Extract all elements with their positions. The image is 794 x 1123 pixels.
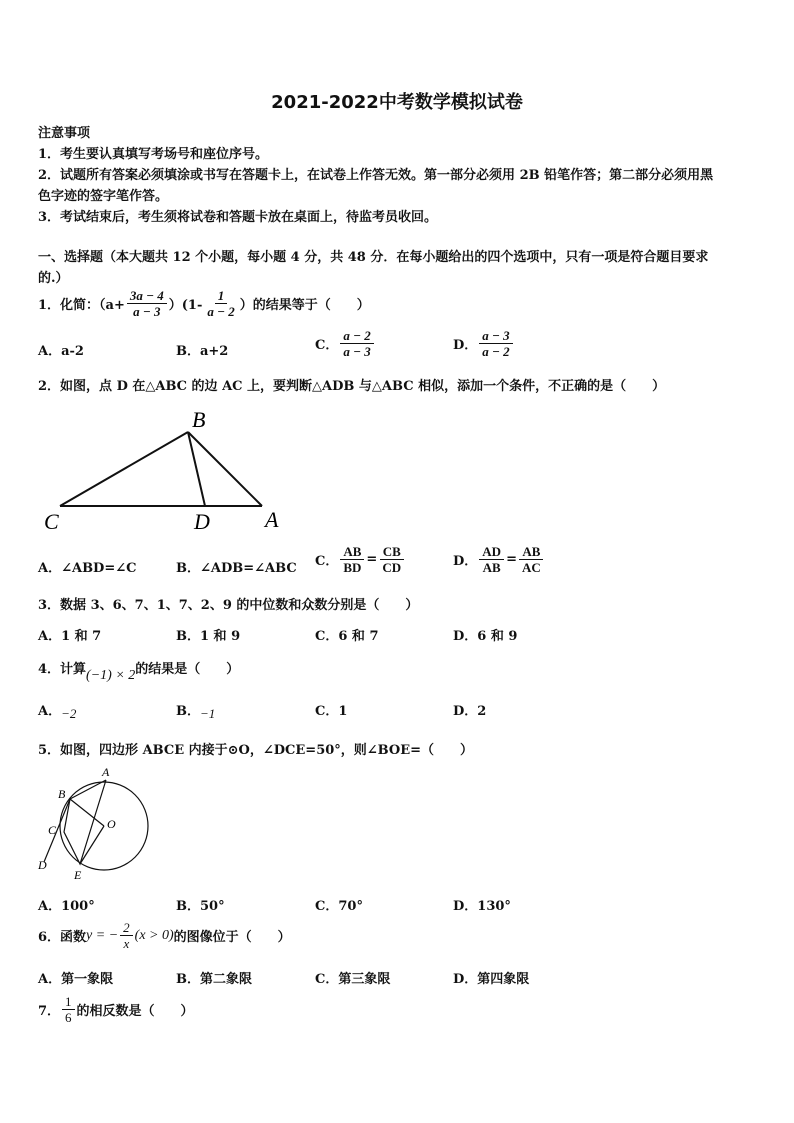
q2-c-right-num: CB <box>380 544 404 560</box>
question-1 <box>38 288 370 319</box>
q7-fraction <box>62 994 75 1025</box>
q1-f1-num: 3a − 4 <box>127 288 167 304</box>
notice-item-2-cont: 色字迹的签字笔作答。 <box>38 189 169 204</box>
q1-option-d-frac <box>479 328 512 359</box>
q4-option-c[interactable]: C．1 <box>315 704 348 719</box>
q5-circle-figure <box>34 762 158 888</box>
notice-item-3: 3．考试结束后，考生须将试卷和答题卡放在桌面上，待监考员收回。 <box>38 210 438 225</box>
q2-option-d[interactable] <box>453 544 546 575</box>
q4-suffix: 的结果是（ ） <box>135 662 240 677</box>
q1-option-a[interactable]: A．a-2 <box>38 344 84 359</box>
q5-option-d[interactable]: D．130° <box>453 899 511 914</box>
q1-option-c[interactable] <box>315 328 376 359</box>
q2-d-right-den: AC <box>521 560 541 575</box>
q2-label-a: A <box>265 507 279 532</box>
q1-option-c-label: C． <box>315 338 339 353</box>
q3-option-a[interactable]: A．1 和 7 <box>38 629 102 644</box>
q2-d-equals: = <box>506 552 517 567</box>
q6-prefix: 6．函数 <box>38 930 87 945</box>
q2-c-equals: = <box>366 552 378 567</box>
q2-option-d-label: D． <box>453 554 478 569</box>
q2-segment-bd <box>188 432 205 506</box>
q3-option-b[interactable]: B．1 和 9 <box>176 629 241 644</box>
q5-label-a: A <box>102 765 110 779</box>
q2-side-cb <box>60 432 188 506</box>
q2-d-left-den: AB <box>482 560 501 575</box>
section-heading: 一、选择题（本大题共 12 个小题，每小题 4 分，共 48 分．在每小题给出的四个选项中，只有一项是符合题目要求 <box>38 250 709 265</box>
q1-d-den: a − 2 <box>482 344 510 359</box>
q4-option-d[interactable]: D．2 <box>453 704 487 719</box>
page-title: 2021-2022中考数学模拟试卷 <box>271 92 523 113</box>
q2-d-right-num: AB <box>519 544 543 560</box>
q7-f-den: 6 <box>65 1010 72 1025</box>
question-7 <box>38 994 194 1025</box>
q2-label-d: D <box>194 509 210 534</box>
q6-f-num: 2 <box>120 920 133 936</box>
question-5: 5．如图，四边形 ABCE 内接于⊙O，∠DCE=50°，则∠BOE=（ ） <box>38 743 474 758</box>
q2-c-left-den: BD <box>343 560 362 575</box>
q5-label-d: D <box>38 858 47 872</box>
q1-f1-den: a − 3 <box>133 304 161 319</box>
q1-option-c-frac <box>340 328 373 359</box>
q5-label-b: B <box>58 787 66 801</box>
q1-option-b[interactable]: B．a+2 <box>176 344 229 359</box>
q6-f-den: x <box>123 936 130 951</box>
q6-function-y: y = − <box>86 927 119 943</box>
q1-f2-num: 1 <box>215 288 228 304</box>
question-4 <box>38 658 240 683</box>
question-2: 2．如图，点 D 在△ABC 的边 AC 上，要判断△ADB 与△ABC 相似，添加一个条件，不正确的是（ ） <box>38 379 666 394</box>
q5-segment-oe <box>80 826 104 864</box>
q4-option-b-value: −1 <box>200 706 216 721</box>
q1-mid: ）(1- <box>168 298 203 313</box>
q5-option-b[interactable]: B．50° <box>176 899 225 914</box>
q4-option-a-value: −2 <box>61 706 77 721</box>
q1-c-den: a − 3 <box>343 344 371 359</box>
notice-item-2: 2．试题所有答案必须填涂或书写在答题卡上，在试卷上作答无效。第一部分必须用 2B 铅笔作答；第二部分必须用黑 <box>38 168 714 183</box>
q1-option-d[interactable] <box>453 328 515 359</box>
q1-prefix: 1．化简：（a+ <box>38 298 125 313</box>
q5-label-o: O <box>107 817 116 831</box>
q1-f2-den: a − 2 <box>207 304 235 319</box>
q2-d-right <box>519 544 544 575</box>
q4-option-b-label: B． <box>176 704 200 719</box>
q5-label-e: E <box>74 868 82 882</box>
q3-option-d[interactable]: D．6 和 9 <box>453 629 518 644</box>
q2-option-a[interactable]: A．∠ABD=∠C <box>38 561 137 576</box>
q2-label-b: B <box>192 407 206 432</box>
notice-heading: 注意事项 <box>38 126 91 141</box>
question-6 <box>38 920 291 951</box>
notice-item-1: 1．考生要认真填写考场号和座位序号。 <box>38 147 269 162</box>
q1-suffix: ）的结果等于（ ） <box>239 298 370 313</box>
q2-triangle-figure <box>38 403 298 535</box>
q2-c-left-num: AB <box>340 544 364 560</box>
q5-option-a[interactable]: A．100° <box>38 899 95 914</box>
q1-d-num: a − 3 <box>479 328 512 344</box>
q2-option-c-label: C． <box>315 554 339 569</box>
q2-c-right <box>379 544 404 575</box>
q4-prefix: 4．计算 <box>38 662 87 677</box>
q6-option-d[interactable]: D．第四象限 <box>453 972 530 987</box>
q6-option-a[interactable]: A．第一象限 <box>38 972 114 987</box>
q6-option-b[interactable]: B．第二象限 <box>176 972 252 987</box>
q6-condition: (x > 0) <box>134 927 174 943</box>
q6-fraction <box>120 920 133 951</box>
q7-f-num: 1 <box>62 994 75 1010</box>
q2-c-right-den: CD <box>382 560 402 575</box>
q6-option-c[interactable]: C．第三象限 <box>315 972 391 987</box>
q1-option-d-label: D． <box>453 338 478 353</box>
q2-d-left <box>479 544 504 575</box>
q5-label-c: C <box>48 823 57 837</box>
q7-suffix: 的相反数是（ ） <box>76 1004 194 1019</box>
q7-prefix: 7． <box>38 1004 61 1019</box>
q2-label-c: C <box>44 509 59 534</box>
q2-option-c[interactable] <box>315 544 406 575</box>
q6-suffix: 的图像位于（ ） <box>173 930 291 945</box>
q4-option-a-label: A． <box>38 704 62 719</box>
q5-option-c[interactable]: C．70° <box>315 899 363 914</box>
q2-side-ba <box>188 432 262 506</box>
q4-expression: (−1) × 2 <box>86 668 136 683</box>
q3-option-c[interactable]: C．6 和 7 <box>315 629 379 644</box>
q4-option-b[interactable] <box>176 700 215 719</box>
question-3: 3．数据 3、6、7、1、7、2、9 的中位数和众数分别是（ ） <box>38 598 419 613</box>
q4-option-a[interactable] <box>38 700 76 719</box>
q1-fraction-1 <box>127 288 167 319</box>
q2-d-left-num: AD <box>479 544 504 560</box>
q2-c-left <box>340 544 364 575</box>
q2-option-b[interactable]: B．∠ADB=∠ABC <box>176 561 297 576</box>
section-heading-cont: 的.） <box>38 271 69 286</box>
q1-fraction-2 <box>204 288 237 319</box>
q1-c-num: a − 2 <box>340 328 373 344</box>
